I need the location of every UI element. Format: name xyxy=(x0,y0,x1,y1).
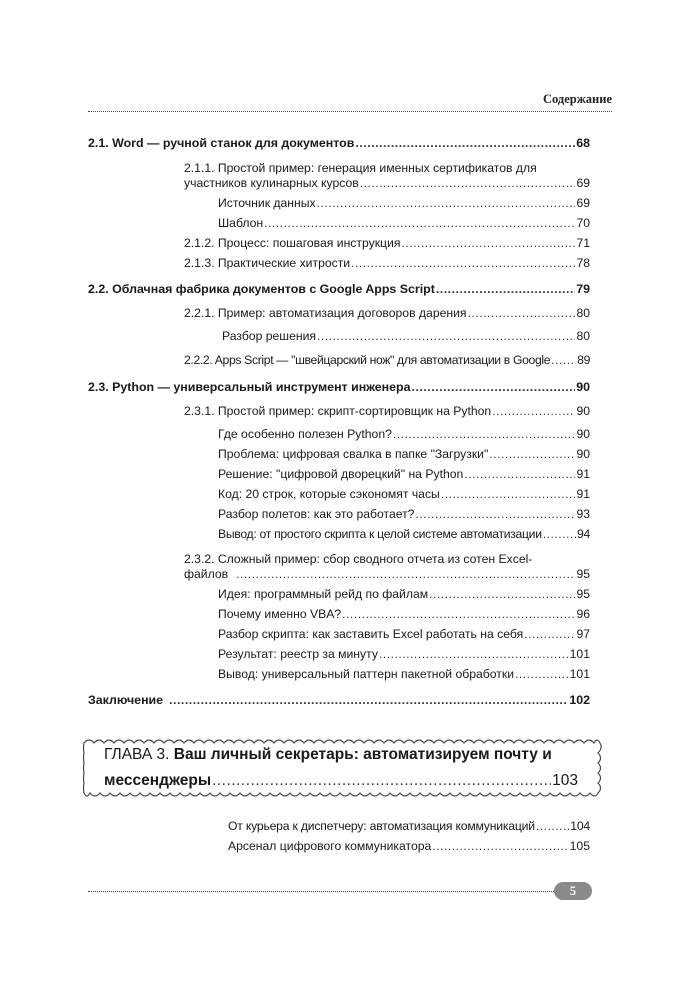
toc-entry-label: 2.1.3. Практические хитрости xyxy=(184,256,351,270)
toc-entry-page: 101 xyxy=(569,647,590,661)
chapter-page: 103 xyxy=(552,772,578,789)
toc-entry-debrief[interactable] xyxy=(218,507,590,522)
toc-entry-page: 97 xyxy=(576,627,590,641)
toc-entry-result[interactable] xyxy=(218,647,590,662)
toc-entry-label: файлов xyxy=(184,567,229,581)
running-title: Содержание xyxy=(542,92,612,106)
toc-entry-label: участников кулинарных курсов xyxy=(184,176,359,190)
dot-leader xyxy=(429,587,575,602)
toc-entry-label: Разбор решения xyxy=(222,329,316,343)
toc-entry-page: 71 xyxy=(576,236,590,250)
dot-leader xyxy=(551,353,576,368)
dot-leader xyxy=(415,507,575,522)
dot-leader xyxy=(468,306,576,321)
dot-leader xyxy=(401,236,575,251)
toc-entry-page: 96 xyxy=(576,607,590,621)
toc-entry-solution[interactable] xyxy=(218,467,590,482)
toc-entry-label-line1: 2.3.2. Сложный пример: сбор сводного отчета из сотен Excel- xyxy=(184,552,533,566)
toc-entry-page: 90 xyxy=(576,380,590,394)
toc-entry-problem[interactable] xyxy=(218,447,590,462)
toc-entry-template[interactable] xyxy=(218,216,590,231)
chapter-3-box[interactable] xyxy=(80,733,604,803)
toc-entry-conclusion-pattern[interactable] xyxy=(218,667,590,682)
dot-leader xyxy=(342,607,575,622)
toc-entry-source-data[interactable] xyxy=(218,196,590,211)
toc-entry-2-3-1[interactable] xyxy=(184,404,590,419)
dot-leader xyxy=(317,196,576,211)
toc-entry-label: 2.2. Облачная фабрика документов с Google Apps Script xyxy=(88,282,435,296)
toc-entry-label: Разбор полетов: как это работает? xyxy=(218,507,415,521)
toc-entry-page: 105 xyxy=(569,839,590,853)
toc-entry-courier[interactable] xyxy=(228,819,590,834)
dot-leader xyxy=(543,527,576,542)
chapter-number: ГЛАВА 3. xyxy=(104,746,170,763)
dot-leader xyxy=(264,216,575,231)
toc-entry-label: Результат: реестр за минуту xyxy=(218,647,378,661)
dot-leader xyxy=(489,447,575,462)
toc-entry-conclusion-script[interactable] xyxy=(218,527,590,542)
toc-entry-page: 95 xyxy=(576,567,590,581)
toc-entry-page: 102 xyxy=(569,693,590,707)
toc-entry-page: 80 xyxy=(576,306,590,320)
dot-leader xyxy=(236,567,575,582)
dot-leader xyxy=(432,839,568,854)
toc-entry-label: Решение: "цифровой дворецкий" на Python xyxy=(218,467,464,481)
toc-entry-2-3[interactable] xyxy=(88,380,590,395)
toc-entry-page: 91 xyxy=(576,467,590,481)
dot-leader xyxy=(515,667,569,682)
toc-entry-label: Источник данных xyxy=(218,196,316,210)
toc-entry-label: От курьера к диспетчеру: автоматизация коммуникаций xyxy=(228,819,535,833)
toc-entry-2-2-1[interactable] xyxy=(184,306,590,321)
toc-entry-page: 94 xyxy=(577,527,590,541)
toc-entry-label: Почему именно VBA? xyxy=(218,607,342,621)
dot-leader xyxy=(524,627,575,642)
dot-leader xyxy=(169,693,568,708)
toc-entry-2-2[interactable] xyxy=(88,282,590,297)
chapter-3-heading xyxy=(104,742,578,794)
dot-leader xyxy=(393,427,576,442)
toc-entry-label: Арсенал цифрового коммуникатора xyxy=(228,839,432,853)
toc-entry-label: Разбор скрипта: как заставить Excel работать на себя xyxy=(218,627,524,641)
toc-entry-code[interactable] xyxy=(218,487,590,502)
toc-entry-label: Проблема: цифровая свалка в папке "Загрузки" xyxy=(218,447,489,461)
toc-entry-page: 91 xyxy=(576,487,590,501)
dot-leader xyxy=(360,176,576,191)
dot-leader xyxy=(536,819,569,834)
toc-entry-label: 2.2.1. Пример: автоматизация договоров дарения xyxy=(184,306,467,320)
toc-entry-label: 2.2.2. Apps Script — "швейцарский нож" для автоматизации в Google xyxy=(184,353,551,367)
dot-leader xyxy=(355,136,575,151)
toc-entry-label: Идея: программный рейд по файлам xyxy=(218,587,429,601)
toc-entry-label: 2.3. Python — универсальный инструмент инженера xyxy=(88,380,411,394)
dot-leader xyxy=(464,467,575,482)
toc-entry-2-2-2[interactable] xyxy=(184,353,590,368)
toc-entry-page: 69 xyxy=(576,176,590,190)
toc-entry-label: Вывод: от простого скрипта к целой системе автоматизации xyxy=(218,527,542,541)
toc-entry-page: 70 xyxy=(576,216,590,230)
toc-entry-label: 2.1. Word — ручной станок для документов xyxy=(88,136,355,150)
dot-leader xyxy=(379,647,569,662)
toc-entry-label: Где особенно полезен Python? xyxy=(218,427,392,441)
dot-leader xyxy=(351,256,575,271)
toc-entry-page: 90 xyxy=(576,404,590,418)
toc-entry-page: 89 xyxy=(577,353,590,367)
toc-entry-label-line1: 2.1.1. Простой пример: генерация именных сертификатов для xyxy=(184,161,537,175)
toc-entry-label: 2.3.1. Простой пример: скрипт-сортировщик на Python xyxy=(184,404,492,418)
toc-entry-page: 68 xyxy=(576,136,590,150)
toc-entry-page: 79 xyxy=(576,282,590,296)
header-divider xyxy=(88,111,612,112)
toc-entry-label: Шаблон xyxy=(218,216,264,230)
toc-entry-2-1[interactable] xyxy=(88,136,590,151)
dot-leader xyxy=(412,380,576,395)
toc-entry-page: 90 xyxy=(576,427,590,441)
footer-divider xyxy=(88,891,592,892)
toc-entry-why-vba[interactable] xyxy=(218,607,590,622)
dot-leader xyxy=(317,329,575,344)
toc-entry-script-review[interactable] xyxy=(218,627,590,642)
dot-leader xyxy=(212,768,551,794)
toc-entry-page: 78 xyxy=(576,256,590,270)
toc-entry-page: 101 xyxy=(569,667,590,681)
toc-entry-label: Заключение xyxy=(88,693,164,707)
toc-entry-page: 93 xyxy=(576,507,590,521)
toc-entry-page: 95 xyxy=(576,587,590,601)
toc-entry-solution-review[interactable] xyxy=(222,329,590,344)
dot-leader xyxy=(492,404,575,419)
toc-entry-label: 2.1.2. Процесс: пошаговая инструкция xyxy=(184,236,401,250)
toc-entry-conclusion[interactable] xyxy=(88,693,590,708)
dot-leader xyxy=(436,282,575,297)
page-number-tab: 5 xyxy=(554,882,592,900)
toc-entry-page: 80 xyxy=(576,329,590,343)
toc-entry-label: Код: 20 строк, которые сэкономят часы xyxy=(218,487,440,501)
toc-entry-2-1-2[interactable] xyxy=(184,236,590,251)
toc-entry-arsenal[interactable] xyxy=(228,839,590,854)
toc-entry-python-useful[interactable] xyxy=(218,427,590,442)
toc-entry-label: Вывод: универсальный паттерн пакетной обработки xyxy=(218,667,515,681)
toc-entry-2-1-3[interactable] xyxy=(184,256,590,271)
toc-entry-2-1-1[interactable] xyxy=(184,160,590,191)
toc-entry-idea[interactable] xyxy=(218,587,590,602)
toc-entry-page: 104 xyxy=(570,819,590,833)
toc-entry-2-3-2[interactable] xyxy=(184,551,590,582)
chapter-title-line1: Ваш личный секретарь: автоматизируем почту и xyxy=(173,746,552,763)
toc-entry-page: 90 xyxy=(576,447,590,461)
dot-leader xyxy=(441,487,576,502)
chapter-title-line2: мессенджеры xyxy=(104,772,212,789)
toc-entry-page: 69 xyxy=(576,196,590,210)
